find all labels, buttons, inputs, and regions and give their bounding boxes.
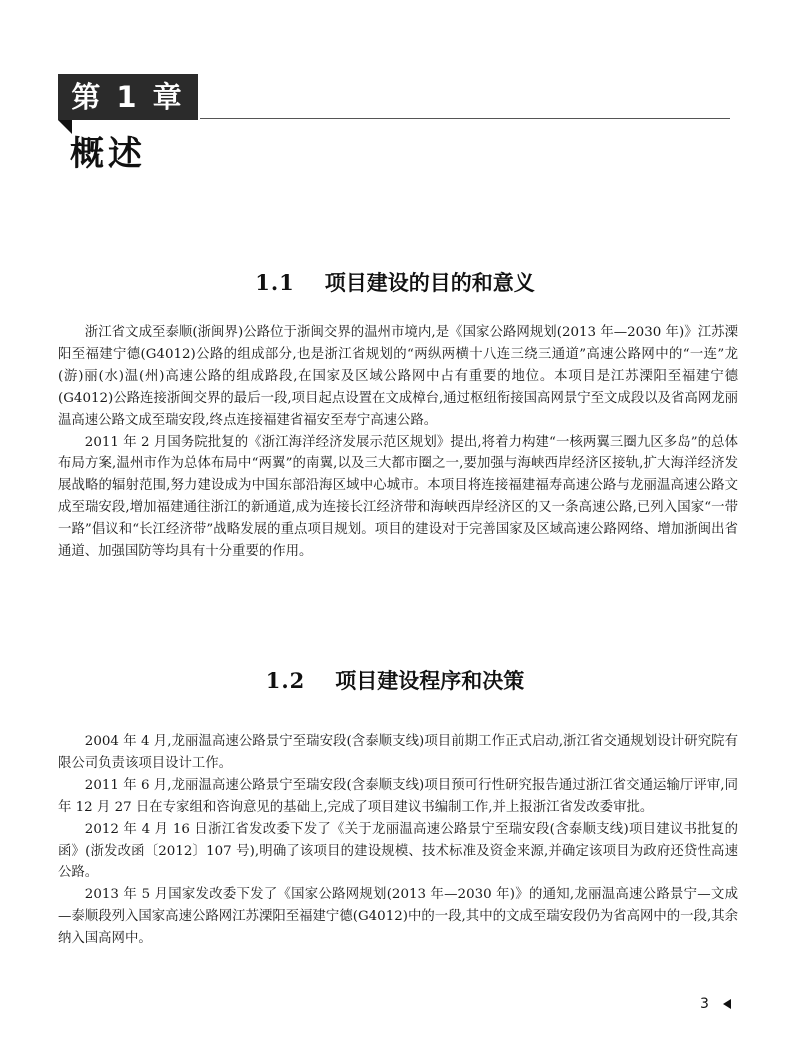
section-heading-1-2 <box>0 666 790 696</box>
section-title-text: 项目建设程序和决策 <box>335 669 525 693</box>
paragraph: 2011 年 2 月国务院批复的《浙江海洋经济发展示范区规划》提出,将着力构建“一核两翼三圈九区多岛”的总体布局方案,温州市作为总体布局中“两翼”的南翼,以及三大都市圈之一,要加强与海峡西岸经济区接轨,扩大海洋经济发展战略的辐射范围,努力建设成为中国东部沿海区域中心城市。本项目将连接福建福寿高速公路与龙丽温高速公路文成至瑞安段,增加福建通往浙江的新通道,成为连接长江经济带和海峡西岸经济区的又一条高速公路,已列入国家“一带一路”倡议和“长江经济带”战略发展的重点项目规划。项目的建设对于完善国家及区域高速公路网络、增加浙闽出省通道、加强国防等均具有十分重要的作用。 <box>58 434 738 560</box>
paragraph: 2012 年 4 月 16 日浙江省发改委下发了《关于龙丽温高速公路景宁至瑞安段(含泰顺支线)项目建议书批复的函》(浙发改函〔2012〕107 号),明确了该项目的建设规模、技术标准及资金来源,并确定该项目为政府还贷性高速公路。 <box>58 821 738 881</box>
paragraph: 2013 年 5 月国家发改委下发了《国家公路网规划(2013 年—2030 年)》的通知,龙丽温高速公路景宁—文成—泰顺段列入国家高速公路网江苏溧阳至福建宁德(G4012)中的一段,其中的文成至瑞安段仍为省高网中的一段,其余纳入国高网中。 <box>58 887 738 947</box>
section-number: 1.2 <box>265 668 306 693</box>
section-1-1-body <box>58 322 738 563</box>
section-heading-1-1 <box>0 268 790 298</box>
paragraph: 浙江省文成至泰顺(浙闽界)公路位于浙闽交界的温州市境内,是《国家公路网规划(2013 年—2030 年)》江苏溧阳至福建宁德(G4012)公路的组成部分,也是浙江省规划的“两纵两横十八连三绕三通道”高速公路网中的“一连”龙(游)丽(水)温(州)高速公路的组成路段,在国家及区域公路网中占有重要的地位。本项目是江苏溧阳至福建宁德(G4012)公路连接浙闽交界的最后一段,项目起点设置在文成樟台,通过枢纽衔接国高网景宁至文成段以及省高网龙丽温高速公路文成至瑞安段,终点连接福建省福安至寿宁高速公路。 <box>58 325 738 428</box>
chapter-label: 第 1 章 <box>71 80 185 114</box>
chapter-rule <box>200 118 730 119</box>
section-title-text: 项目建设的目的和意义 <box>324 271 535 295</box>
page-arrow-icon <box>723 999 731 1009</box>
chapter-tab <box>58 74 198 120</box>
section-1-2-body <box>58 731 738 950</box>
page-number: 3 <box>700 996 709 1012</box>
paragraph: 2004 年 4 月,龙丽温高速公路景宁至瑞安段(含泰顺支线)项目前期工作正式启动,浙江省交通规划设计研究院有限公司负责该项目设计工作。 <box>58 734 738 771</box>
section-number: 1.1 <box>255 270 295 295</box>
paragraph: 2011 年 6 月,龙丽温高速公路景宁至瑞安段(含泰顺支线)项目预可行性研究报告通过浙江省交通运输厅评审,同年 12 月 27 日在专家组和咨询意见的基础上,完成了项目建议书编制工作,并上报浙江省发改委审批。 <box>58 777 738 815</box>
chapter-title: 概述 <box>70 134 146 174</box>
